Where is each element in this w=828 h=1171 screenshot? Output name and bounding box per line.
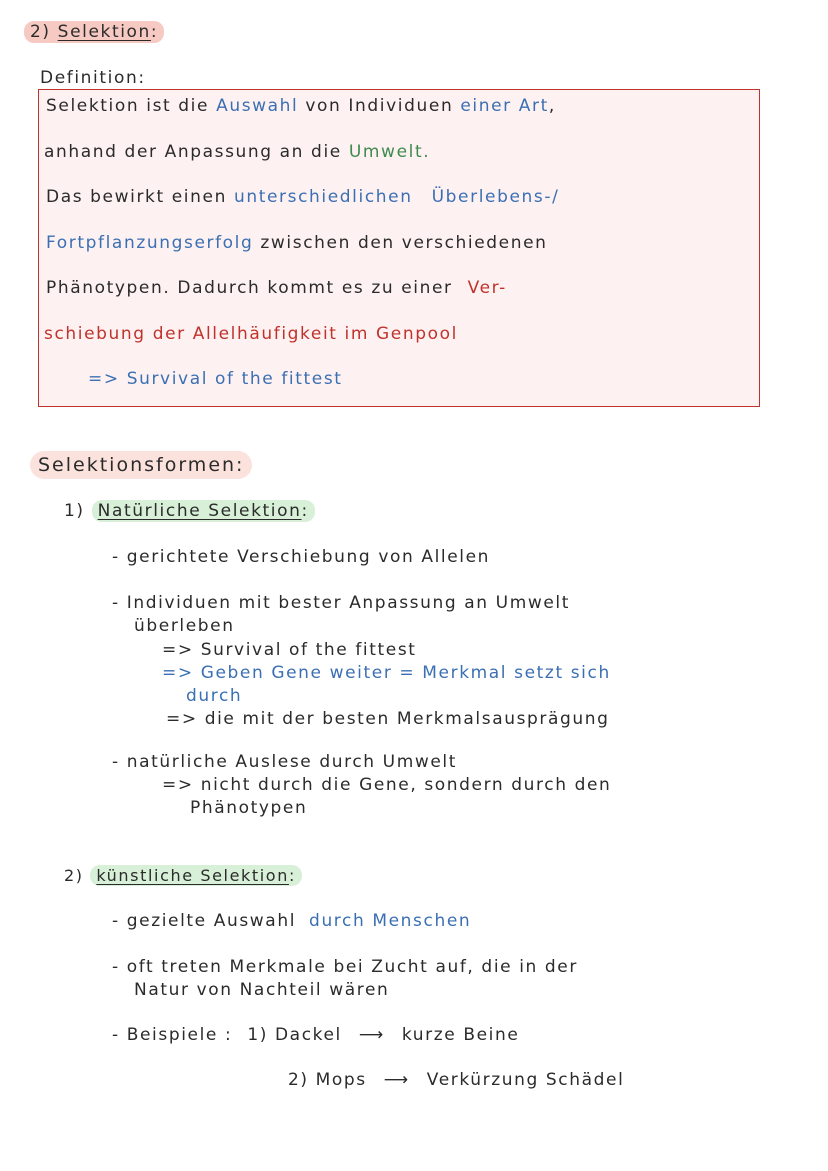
artificial-number: 2) — [64, 866, 84, 885]
natural-sub-4-cont: Phänotypen — [190, 798, 308, 818]
section-colon: : — [150, 22, 159, 42]
def-term-ueberleben: Überlebens-/ — [431, 187, 560, 207]
def-text: Das bewirkt einen — [46, 187, 227, 207]
artificial-highlight — [90, 865, 302, 886]
artificial-term-mensch: durch Menschen — [309, 911, 472, 931]
def-text: Selektion ist die — [46, 96, 210, 116]
artificial-text: - gezielte Auswahl — [112, 911, 297, 931]
def-term-umwelt: Umwelt. — [348, 142, 431, 162]
definition-line-2 — [44, 142, 430, 162]
definition-line-6: schiebung der Allelhäufigkeit im Genpool — [44, 324, 458, 344]
section-heading-highlight — [24, 21, 164, 43]
natural-colon: : — [301, 501, 309, 521]
natural-sub-4: => nicht durch die Gene, sondern durch den — [162, 775, 612, 795]
example-2-name: 2) Mops — [288, 1070, 367, 1090]
definition-label: Definition: — [40, 68, 146, 88]
def-text: , — [548, 96, 556, 116]
definition-line-5 — [46, 278, 507, 298]
artificial-heading — [64, 866, 302, 885]
natural-number: 1) — [64, 501, 85, 521]
example-1-trait: kurze Beine — [401, 1025, 520, 1045]
artificial-bullet-3 — [112, 1025, 519, 1045]
def-term-unterschiedlich: unterschiedlichen — [233, 187, 413, 207]
natural-bullet-2-cont: überleben — [134, 616, 235, 636]
forms-title-text: Selektionsformen: — [30, 451, 252, 479]
def-text: von Individuen — [305, 96, 454, 116]
artificial-bullet-2-cont: Natur von Nachteil wären — [134, 980, 390, 1000]
definition-line-1 — [46, 96, 556, 116]
def-term-auswahl: Auswahl — [216, 96, 299, 116]
def-term-art: einer Art — [460, 96, 549, 116]
natural-bullet-1: - gerichtete Verschiebung von Allelen — [112, 547, 491, 567]
example-2-trait: Verkürzung Schädel — [426, 1070, 625, 1090]
natural-sub-2: => Geben Gene weiter = Merkmal setzt sich — [162, 663, 611, 683]
section-number: 2) — [30, 22, 51, 42]
forms-title — [30, 454, 252, 476]
definition-line-3 — [46, 187, 559, 207]
natural-bullet-2: - Individuen mit bester Anpassung an Umwelt — [112, 593, 571, 613]
section-heading — [24, 22, 164, 42]
definition-line-4 — [46, 233, 548, 253]
def-text: anhand der Anpassung an die — [44, 142, 342, 162]
natural-sub-2-cont: durch — [186, 686, 243, 706]
definition-line-7: => Survival of the fittest — [88, 369, 343, 389]
natural-sub-1: => Survival of the fittest — [162, 640, 417, 660]
def-term-verschiebung: Ver- — [467, 278, 507, 298]
examples-label: - Beispiele : — [112, 1025, 233, 1045]
artificial-example-2 — [288, 1070, 624, 1090]
artificial-colon: : — [288, 866, 296, 885]
artificial-bullet-2: - oft treten Merkmale bei Zucht auf, die in der — [112, 957, 578, 977]
def-term-fortpflanzung: Fortpflanzungserfolg — [46, 233, 254, 253]
section-title: Selektion — [57, 22, 151, 42]
example-1-name: 1) Dackel — [247, 1025, 342, 1045]
artificial-bullet-1 — [112, 911, 471, 931]
natural-title: Natürliche Selektion — [97, 501, 302, 521]
natural-bullet-3: - natürliche Auslese durch Umwelt — [112, 752, 458, 772]
def-text: zwischen den verschiedenen — [260, 233, 548, 253]
def-text: Phänotypen. Dadurch kommt es zu einer — [46, 278, 453, 298]
arrow-right-icon: ⟶ — [358, 1025, 385, 1045]
natural-sub-3: => die mit der besten Merkmalsausprägung — [166, 709, 610, 729]
artificial-title: künstliche Selektion — [96, 866, 289, 885]
natural-heading — [64, 501, 315, 521]
arrow-right-icon: ⟶ — [383, 1070, 410, 1090]
natural-highlight — [92, 500, 315, 522]
